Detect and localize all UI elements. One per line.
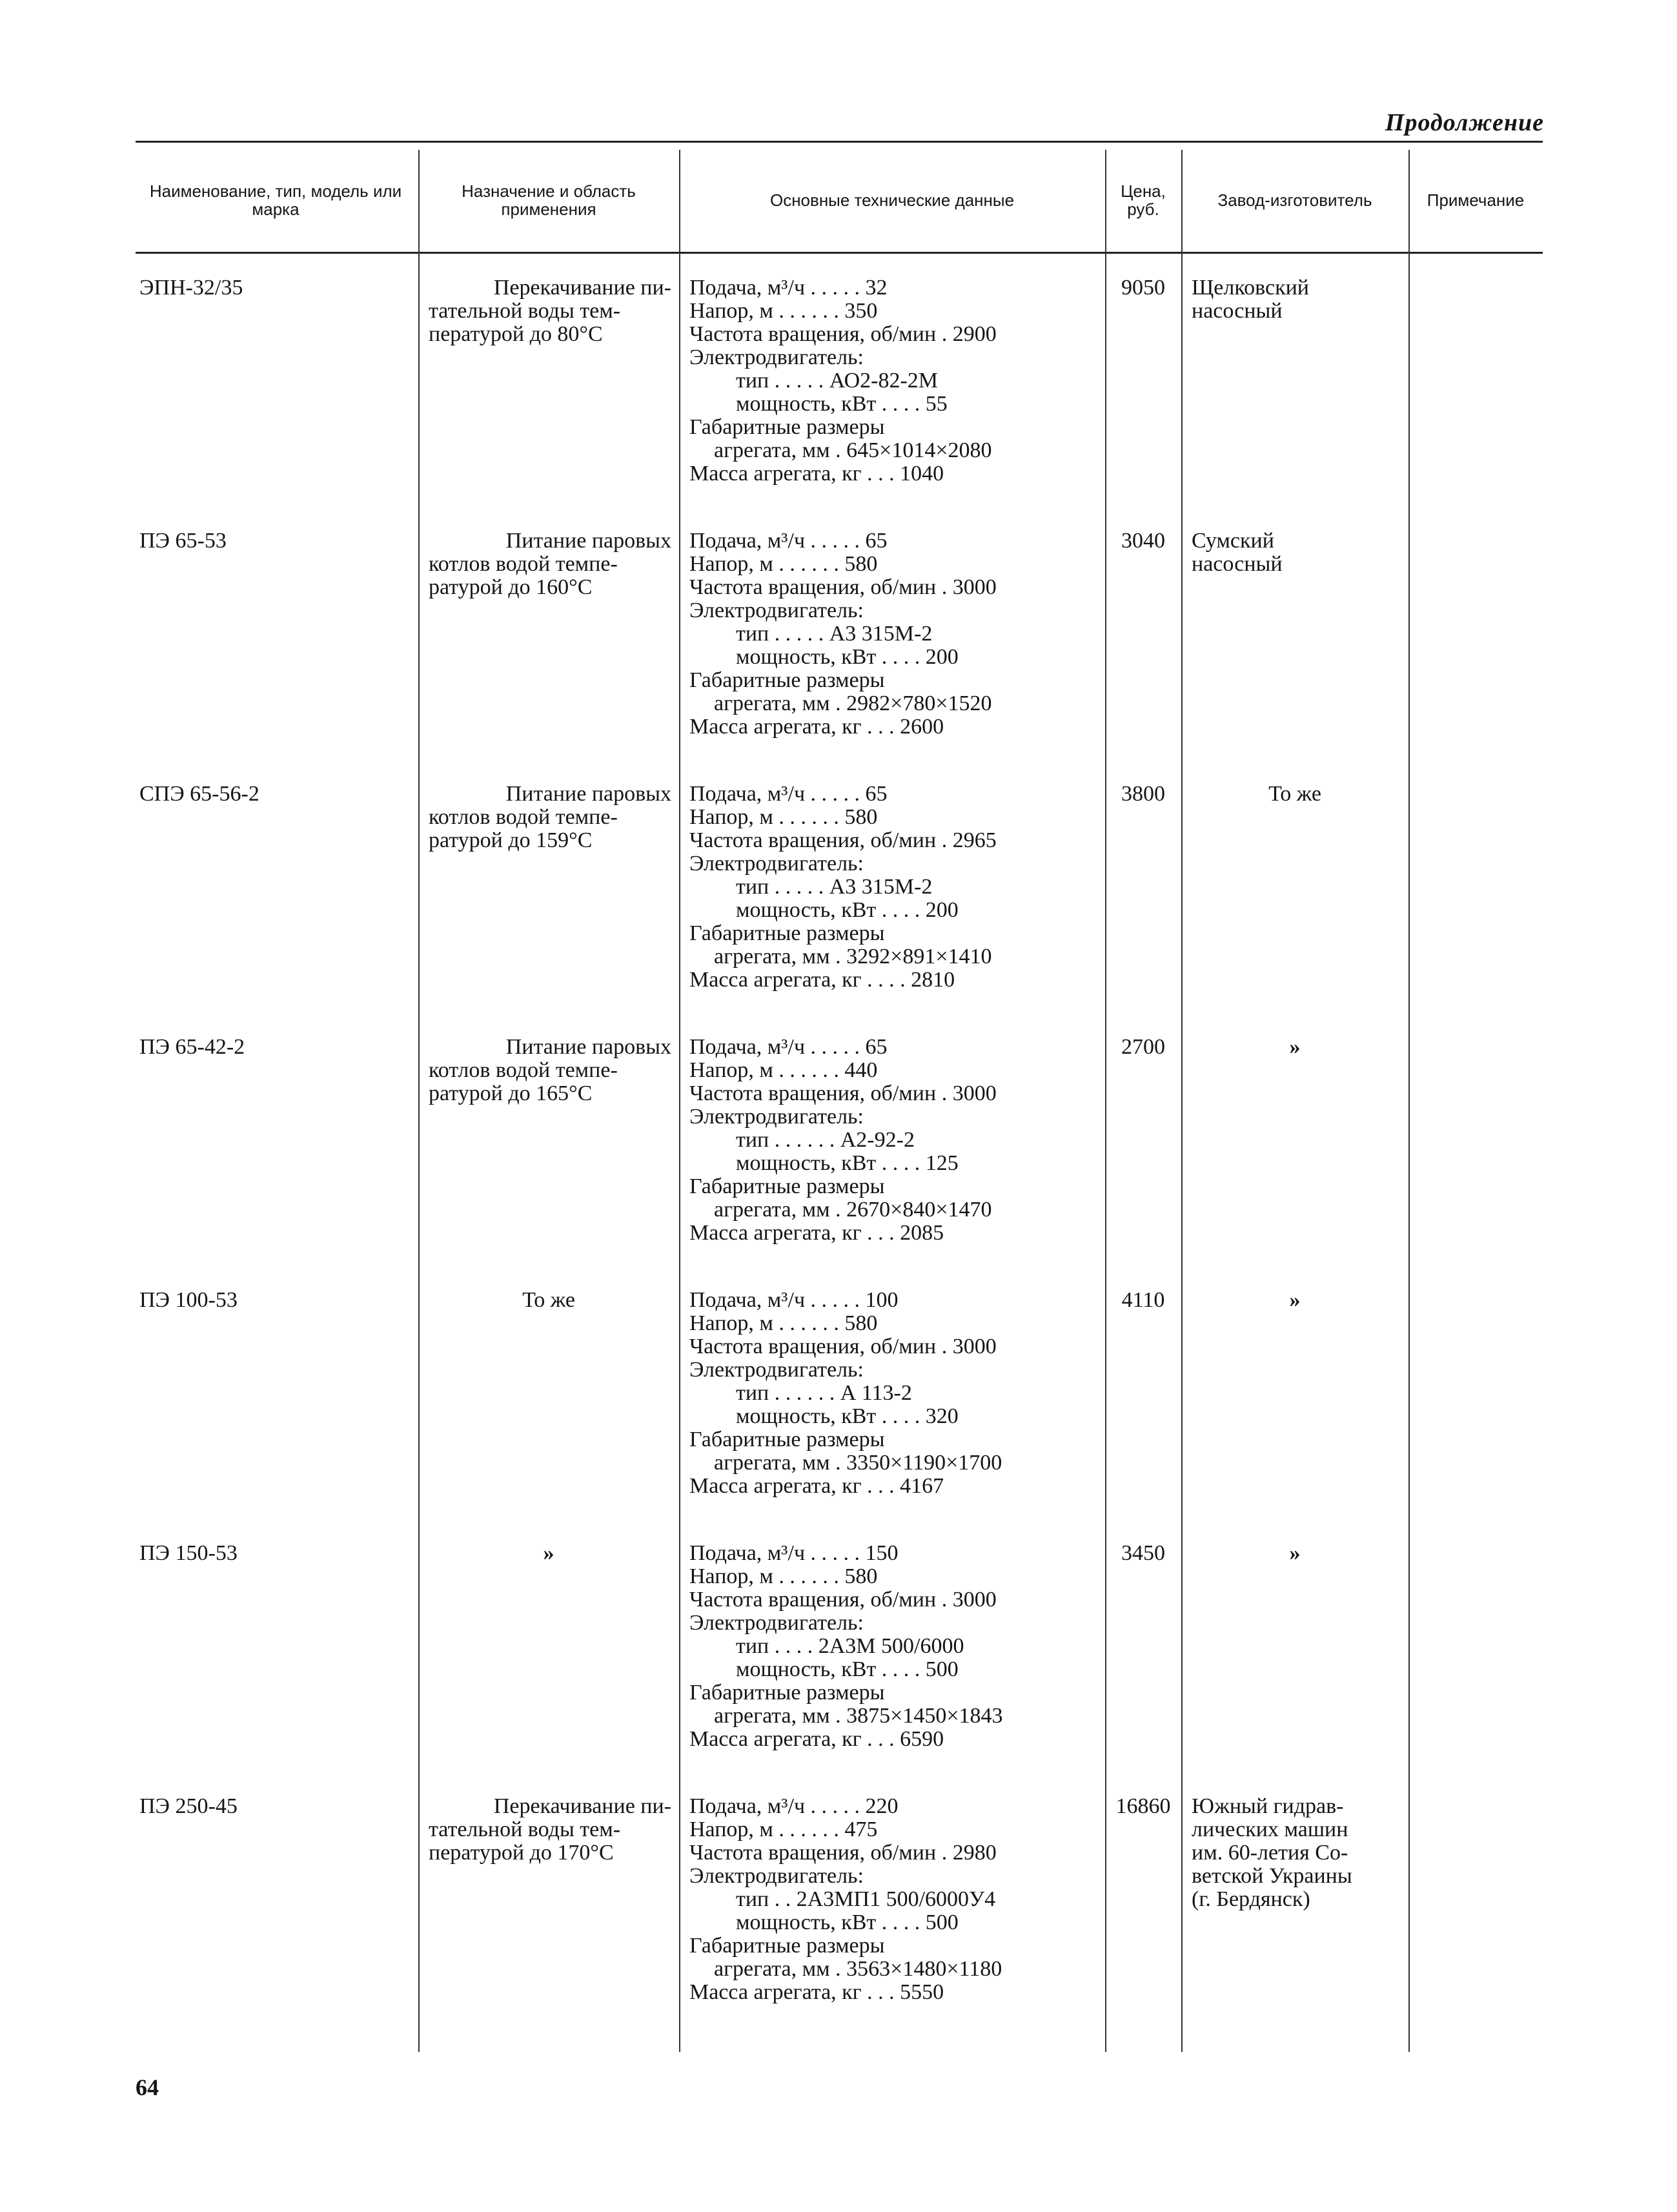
spec-line: Напор, м . . . . . . 580 [689,552,878,576]
spec-line: агрегата, мм . 3292×891×1410 [714,945,992,968]
spec-line: Частота вращения, об/мин . 3000 [689,1588,997,1612]
spec-line: Электродвигатель: [689,345,864,369]
spec-line: Масса агрегата, кг . . . 4167 [689,1474,944,1498]
row-specs [689,1036,1103,1245]
row-manufacturer-line: лических машин [1192,1818,1348,1841]
row-purpose-line: Перекачивание пи- [493,276,671,300]
spec-line: тип . . . . . АО2-82-2М [736,369,939,393]
spec-line: мощность, кВт . . . . 200 [736,898,959,922]
row-manufacturer-line: им. 60-летия Со- [1192,1841,1348,1865]
spec-line: Масса агрегата, кг . . . 6590 [689,1727,944,1751]
spec-line: Электродвигатель: [689,1358,864,1382]
row-price: 3450 [1121,1541,1165,1565]
spec-line: Масса агрегата, кг . . . 2085 [689,1221,944,1245]
spec-line: тип . . . . . А3 315М-2 [736,875,933,899]
spec-line: Подача, м³/ч . . . . . 65 [689,529,888,553]
spec-line: Подача, м³/ч . . . . . 220 [689,1794,899,1818]
spec-line: Габаритные размеры [689,668,885,692]
spec-line: Подача, м³/ч . . . . . 65 [689,782,888,806]
row-price: 2700 [1121,1035,1165,1059]
row-purpose-line: » [543,1541,554,1565]
spec-line: Напор, м . . . . . . 350 [689,299,878,323]
row-purpose-line: пературой до 170°С [429,1841,614,1865]
spec-line: Масса агрегата, кг . . . 2600 [689,715,944,739]
spec-line: Электродвигатель: [689,599,864,622]
row-name: ПЭ 65-53 [139,529,227,553]
header-manufacturer: Завод-изготовитель [1217,190,1372,210]
spec-line: Электродвигатель: [689,1864,864,1888]
spec-line: Частота вращения, об/мин . 2900 [689,322,997,346]
row-specs [689,1795,1103,2004]
header-price: Цена, руб. [1121,181,1166,219]
row-purpose-line: Перекачивание пи- [493,1794,671,1818]
row-name: СПЭ 65-56-2 [139,782,259,806]
spec-line: Напор, м . . . . . . 580 [689,1564,878,1588]
spec-line: Напор, м . . . . . . 475 [689,1818,878,1841]
column-divider [1105,150,1106,2052]
row-purpose-line: пературой до 80°С [429,322,603,346]
spec-line: мощность, кВт . . . . 500 [736,1910,959,1934]
row-price: 9050 [1121,276,1165,300]
spec-line: тип . . . . . . А2-92-2 [736,1128,915,1152]
spec-line: мощность, кВт . . . . 200 [736,645,959,669]
spec-line: Частота вращения, об/мин . 3000 [689,575,997,599]
row-price: 3040 [1121,529,1165,553]
spec-line: тип . . . . 2А3М 500/6000 [736,1634,964,1658]
spec-line: мощность, кВт . . . . 125 [736,1151,959,1175]
spec-line: мощность, кВт . . . . 320 [736,1404,959,1428]
spec-line: Частота вращения, об/мин . 2980 [689,1841,997,1865]
spec-line: Габаритные размеры [689,1428,885,1451]
row-name: ПЭ 250-45 [139,1794,238,1818]
row-purpose-line: Питание паровых [505,1035,671,1059]
row-purpose-line: тательной воды тем- [429,1818,621,1841]
row-purpose-line: Питание паровых [505,529,671,553]
spec-line: Подача, м³/ч . . . . . 150 [689,1541,899,1565]
spec-line: агрегата, мм . 3875×1450×1843 [714,1704,1003,1728]
row-purpose-line: ратурой до 159°С [429,828,593,852]
spec-line: Масса агрегата, кг . . . 5550 [689,1980,944,2004]
spec-line: Масса агрегата, кг . . . 1040 [689,462,944,486]
header-note: Примечание [1427,190,1525,210]
column-divider [1408,150,1410,2052]
row-price: 3800 [1121,782,1165,806]
spec-line: Электродвигатель: [689,1611,864,1635]
row-manufacturer-line: Сумский [1192,529,1274,553]
spec-line: агрегата, мм . 2670×840×1470 [714,1198,992,1222]
continued-label: Продолжение [1385,109,1544,136]
spec-line: агрегата, мм . 2982×780×1520 [714,691,992,715]
spec-line: Габаритные размеры [689,1174,885,1198]
header-specs: Основные технические данные [769,190,1015,210]
page-number: 64 [136,2074,159,2100]
header-bottom-rule [136,252,1543,254]
spec-line: Частота вращения, об/мин . 2965 [689,828,997,852]
row-purpose-line: тательной воды тем- [429,299,621,323]
row-name: ЭПН-32/35 [139,276,243,300]
spec-line: агрегата, мм . 645×1014×2080 [714,438,992,462]
row-specs [689,529,1103,739]
spec-line: мощность, кВт . . . . 55 [736,392,948,416]
table-top-rule [136,141,1543,143]
row-manufacturer-line: ветской Украины [1192,1864,1352,1888]
spec-line: Габаритные размеры [689,1681,885,1705]
row-purpose-line: ратурой до 160°С [429,575,593,599]
row-manufacturer-line: » [1289,1035,1301,1059]
header-name: Наименование, тип, модель или марка [149,181,402,219]
spec-line: тип . . . . . . А 113-2 [736,1381,912,1405]
row-price: 16860 [1115,1794,1171,1818]
spec-line: Габаритные размеры [689,415,885,439]
row-manufacturer-line: насосный [1192,299,1283,323]
spec-line: Напор, м . . . . . . 580 [689,805,878,829]
column-divider [418,150,420,2052]
row-name: ПЭ 65-42-2 [139,1035,245,1059]
row-purpose-line: Питание паровых [505,782,671,806]
spec-line: Габаритные размеры [689,921,885,945]
row-manufacturer-line: Южный гидрав- [1192,1794,1344,1818]
row-manufacturer-line: Щелковский [1192,276,1310,300]
row-purpose-line: ратурой до 165°С [429,1081,593,1105]
spec-line: Частота вращения, об/мин . 3000 [689,1335,997,1358]
row-purpose-line: котлов водой темпе- [429,805,618,829]
row-manufacturer-line: » [1289,1288,1301,1312]
column-divider [679,150,680,2052]
column-divider [1181,150,1183,2052]
row-name: ПЭ 100-53 [139,1288,238,1312]
header-purpose: Назначение и область применения [462,181,636,219]
spec-line: Масса агрегата, кг . . . . 2810 [689,968,955,992]
spec-line: Напор, м . . . . . . 440 [689,1058,878,1082]
spec-line: Напор, м . . . . . . 580 [689,1311,878,1335]
row-name: ПЭ 150-53 [139,1541,238,1565]
row-specs [689,1289,1103,1498]
spec-line: Подача, м³/ч . . . . . 65 [689,1035,888,1059]
spec-line: агрегата, мм . 3563×1480×1180 [714,1957,1002,1981]
spec-line: Электродвигатель: [689,1105,864,1129]
spec-line: Частота вращения, об/мин . 3000 [689,1081,997,1105]
spec-line: мощность, кВт . . . . 500 [736,1657,959,1681]
row-specs [689,276,1103,486]
spec-line: Габаритные размеры [689,1934,885,1958]
spec-line: тип . . 2А3МП1 500/6000У4 [736,1887,996,1911]
spec-line: агрегата, мм . 3350×1190×1700 [714,1451,1002,1475]
row-purpose-line: котлов водой темпе- [429,1058,618,1082]
row-manufacturer-line: насосный [1192,552,1283,576]
row-price: 4110 [1121,1288,1165,1312]
row-manufacturer-line: (г. Бердянск) [1192,1887,1310,1911]
spec-line: Подача, м³/ч . . . . . 32 [689,276,888,300]
row-purpose-line: котлов водой темпе- [429,552,618,576]
spec-line: Подача, м³/ч . . . . . 100 [689,1288,899,1312]
spec-line: тип . . . . . А3 315М-2 [736,622,933,646]
row-specs [689,783,1103,992]
row-specs [689,1542,1103,1751]
row-manufacturer-line: » [1289,1541,1301,1565]
row-manufacturer-line: То же [1268,782,1321,806]
row-purpose-line: То же [522,1288,575,1312]
spec-line: Электродвигатель: [689,852,864,876]
